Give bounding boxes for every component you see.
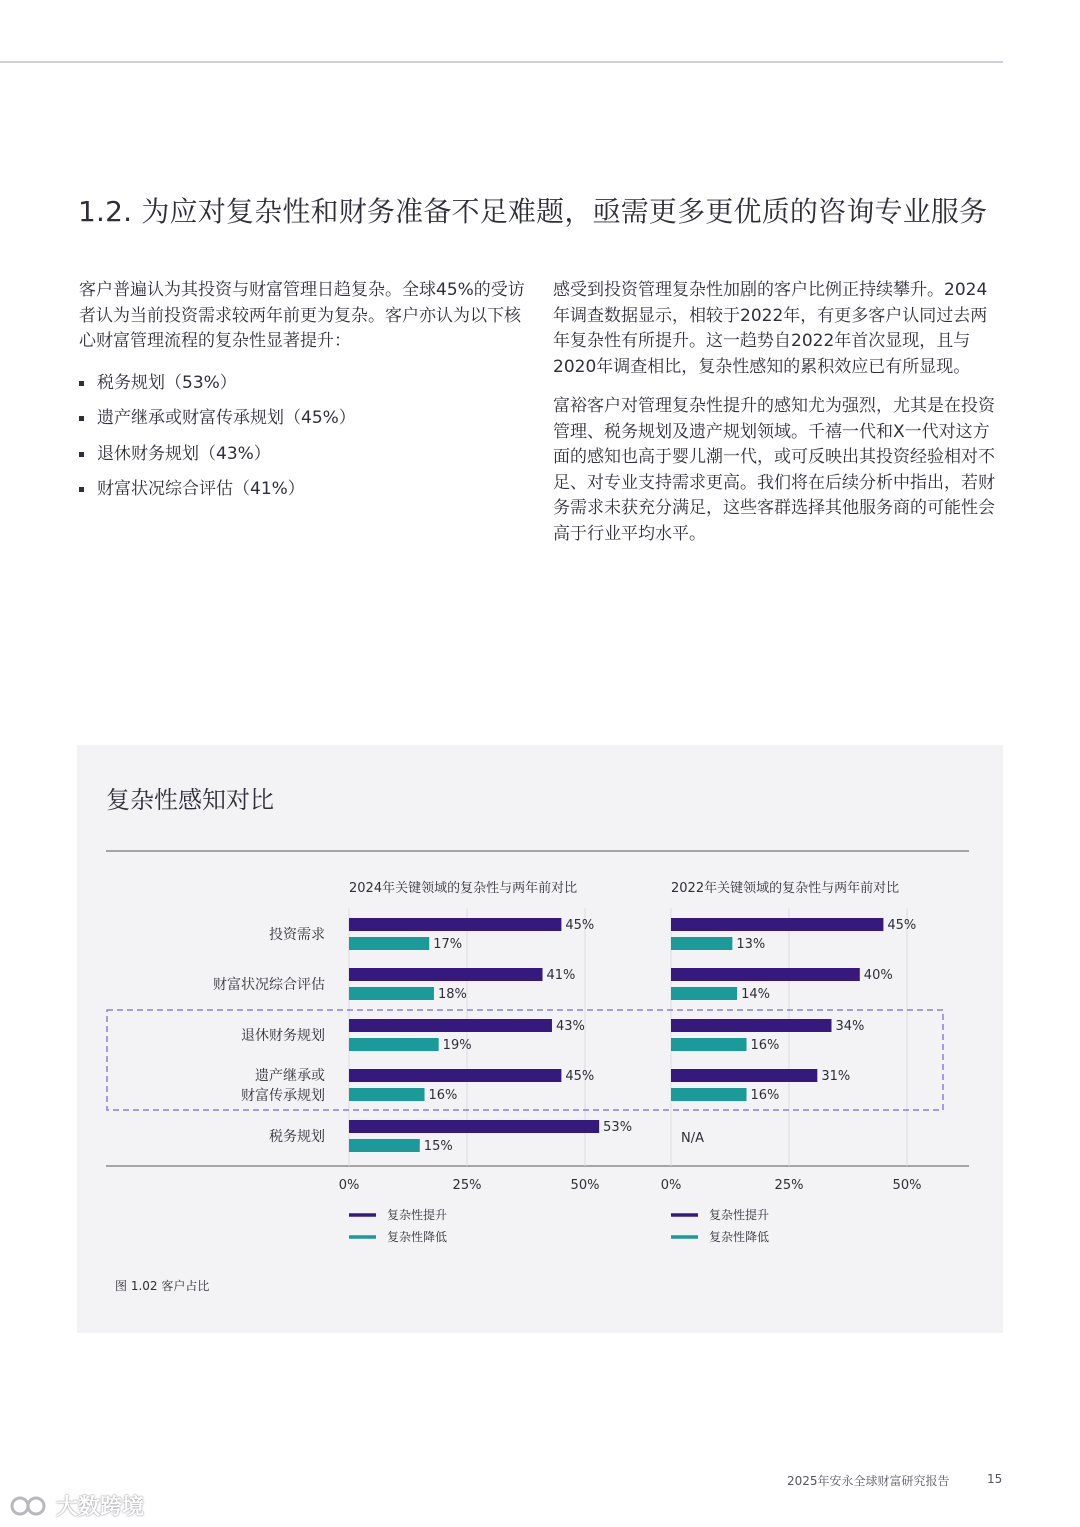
footer-report-title: 2025年安永全球财富研究报告 bbox=[787, 1474, 950, 1488]
bar-decrease bbox=[671, 1088, 747, 1101]
data-label: 45% bbox=[887, 918, 917, 933]
bar-increase bbox=[349, 1069, 561, 1082]
data-label: 40% bbox=[863, 968, 893, 983]
bar-increase bbox=[349, 1120, 599, 1133]
page-number: 15 bbox=[987, 1472, 1003, 1486]
data-label: 16% bbox=[750, 1038, 780, 1053]
bullet-item: 遗产继承或财富传承规划（45%） bbox=[79, 406, 529, 442]
na-label: N/A bbox=[681, 1131, 704, 1146]
tick-label: 50% bbox=[892, 1178, 922, 1193]
category-label: 税务规划 bbox=[269, 1129, 325, 1145]
bar-increase bbox=[349, 968, 543, 981]
data-label: 18% bbox=[437, 987, 467, 1002]
bar-decrease bbox=[349, 987, 434, 1000]
data-label: 16% bbox=[750, 1088, 780, 1103]
bar-decrease bbox=[349, 1139, 420, 1152]
bar-decrease bbox=[349, 1088, 425, 1101]
category-label: 投资需求 bbox=[269, 927, 325, 943]
data-label: 43% bbox=[555, 1019, 585, 1034]
figure-caption: 图 1.02 客户占比 bbox=[115, 1279, 210, 1293]
data-label: 14% bbox=[741, 987, 770, 1002]
tick-label: 25% bbox=[452, 1178, 482, 1193]
bar-decrease bbox=[349, 1038, 439, 1051]
panel-title: 2024年关键领域的复杂性与两年前对比 bbox=[349, 881, 578, 896]
category-label: 财富传承规划 bbox=[241, 1088, 325, 1104]
panel-title: 2022年关键领域的复杂性与两年前对比 bbox=[671, 881, 900, 896]
bullet-item: 退休财务规划（43%） bbox=[79, 442, 529, 478]
data-label: 53% bbox=[603, 1120, 633, 1135]
bar-increase bbox=[671, 1019, 831, 1032]
bar-increase bbox=[349, 918, 561, 931]
data-label: 31% bbox=[821, 1069, 851, 1084]
tick-label: 50% bbox=[570, 1178, 600, 1193]
bar-increase bbox=[671, 1069, 817, 1082]
bar-decrease bbox=[671, 1038, 747, 1051]
legend-label: 复杂性提升 bbox=[709, 1208, 770, 1222]
bar-increase bbox=[349, 1019, 552, 1032]
tick-label: 25% bbox=[774, 1178, 804, 1193]
data-label: 19% bbox=[442, 1038, 472, 1053]
bullet-item: 财富状况综合评估（41%） bbox=[79, 477, 529, 513]
data-label: 15% bbox=[423, 1139, 453, 1154]
category-label: 遗产继承或 bbox=[255, 1068, 325, 1084]
chart-title: 复杂性感知对比 bbox=[106, 786, 274, 814]
tick-label: 0% bbox=[660, 1178, 682, 1193]
data-label: 17% bbox=[433, 937, 463, 952]
legend-label: 复杂性降低 bbox=[387, 1230, 448, 1244]
data-label: 45% bbox=[565, 918, 595, 933]
bullet-item: 税务规划（53%） bbox=[79, 371, 529, 407]
legend-label: 复杂性提升 bbox=[387, 1208, 448, 1222]
data-label: 13% bbox=[736, 937, 766, 952]
intro-paragraph: 客户普遍认为其投资与财富管理日趋复杂。全球45%的受访者认为当前投资需求较两年前更为复杂。客户亦认为以下核心财富管理流程的复杂性显著提升： bbox=[79, 280, 525, 351]
watermark bbox=[10, 1490, 144, 1521]
data-label: 34% bbox=[835, 1019, 865, 1034]
bar-decrease bbox=[671, 937, 732, 950]
bar-increase bbox=[671, 918, 883, 931]
data-label: 16% bbox=[428, 1088, 458, 1103]
section-heading: 1.2. 为应对复杂性和财务准备不足难题，亟需更多更优质的咨询专业服务 bbox=[78, 195, 988, 228]
paragraph-trend: 感受到投资管理复杂性加剧的客户比例正持续攀升。2024年调查数据显示，相较于2022年，有更多客户认同过去两年复杂性有所提升。这一趋势自2022年首次显现，且与2020年调查相比，复杂性感知的累积效应已有所显现。 bbox=[553, 280, 988, 377]
data-label: 45% bbox=[565, 1069, 595, 1084]
paragraph-affluent: 富裕客户对管理复杂性提升的感知尤为强烈，尤其是在投资管理、税务规划及遗产规划领域。千禧一代和X一代对这方面的感知也高于婴儿潮一代，或可反映出其投资经验相对不足、对专业支持需求更高。我们将在后续分析中指出，若财务需求未获充分满足，这些客群选择其他服务商的可能性会高于行业平均水平。 bbox=[553, 396, 995, 544]
bar-decrease bbox=[349, 937, 429, 950]
data-label: 41% bbox=[546, 968, 576, 983]
tick-label: 0% bbox=[338, 1178, 360, 1193]
category-label: 财富状况综合评估 bbox=[213, 977, 325, 993]
bar-decrease bbox=[671, 987, 737, 1000]
watermark-logo-icon bbox=[10, 1493, 50, 1519]
bar-increase bbox=[671, 968, 860, 981]
watermark-text: 大数跨境 bbox=[56, 1495, 145, 1520]
legend-label: 复杂性降低 bbox=[709, 1230, 770, 1244]
category-label: 退休财务规划 bbox=[241, 1028, 325, 1044]
